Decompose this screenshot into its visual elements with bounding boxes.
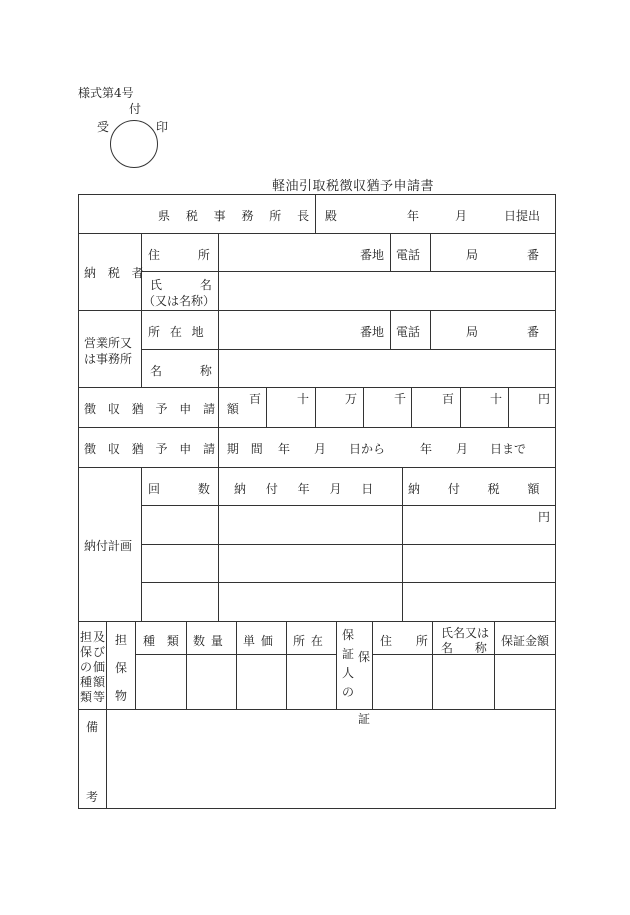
office-label-line2: は事務所 xyxy=(84,352,133,366)
collateral-col-guarantee-amount: 保証金額 xyxy=(501,634,550,648)
amount-unit-hundred: 百 xyxy=(442,392,455,406)
taxpayer-exchange: 局 xyxy=(466,248,479,262)
taxpayer-number: 番 xyxy=(527,248,540,262)
period-month-from: 月 xyxy=(314,442,327,456)
plan-label: 納付計画 xyxy=(84,539,133,553)
taxpayer-name-label: 氏 名 xyxy=(150,278,212,292)
amount-label: 徴 収 猶 予 申 請 額 xyxy=(84,402,243,416)
amount-unit-ten-thousand: 万 xyxy=(345,392,358,406)
plan-yen-unit: 円 xyxy=(538,510,551,524)
taxpayer-label: 納 税 者 xyxy=(84,266,148,280)
office-location-label: 所 在 地 xyxy=(148,325,204,339)
day-submitted-label: 日提出 xyxy=(504,209,541,223)
taxpayer-street-no: 番地 xyxy=(360,248,385,262)
collateral-col-unit-price: 単 価 xyxy=(243,634,273,648)
period-day-from: 日から xyxy=(349,442,386,456)
amount-unit-hundred-million: 百 xyxy=(249,392,262,406)
collateral-label-col2: 及び価額等 xyxy=(93,630,106,704)
period-month-until: 月 xyxy=(456,442,469,456)
amount-unit-yen: 円 xyxy=(538,392,551,406)
stamp-label-left: 受 xyxy=(97,120,110,134)
period-day-until: 日まで xyxy=(490,442,527,456)
office-phone-label: 電話 xyxy=(396,325,421,339)
collateral-guarantor-label: 保証人の xyxy=(342,628,355,699)
office-number: 番 xyxy=(527,325,540,339)
taxpayer-address-label: 住 所 xyxy=(148,248,210,262)
period-year-until: 年 xyxy=(420,442,433,456)
office-name-label: 名 称 xyxy=(150,364,212,378)
form-number: 様式第4号 xyxy=(78,86,134,100)
month-label: 月 xyxy=(455,209,468,223)
plan-col-amount: 納 付 税 額 xyxy=(408,482,540,496)
remarks-label-top: 備 xyxy=(86,720,99,734)
collateral-col-qty: 数 量 xyxy=(193,634,223,648)
period-label: 徴 収 猶 予 申 請 期 間 xyxy=(84,442,267,456)
amount-unit-ten-million: 十 xyxy=(297,392,310,406)
collateral-label-col1: 担保の種類 xyxy=(80,630,93,704)
period-year-from: 年 xyxy=(278,442,291,456)
stamp-label-right: 印 xyxy=(156,120,169,134)
office-exchange: 局 xyxy=(466,325,479,339)
office-street-no: 番地 xyxy=(360,325,385,339)
collateral-goods-label: 担保物 xyxy=(115,633,128,703)
plan-col-count: 回 数 xyxy=(148,482,210,496)
year-label: 年 xyxy=(407,209,420,223)
collateral-guarantee-label: 保証 xyxy=(358,650,371,726)
taxpayer-name-sublabel: （又は名称） xyxy=(143,294,216,308)
collateral-col-name-line1: 氏名又は xyxy=(441,626,490,640)
taxpayer-phone-label: 電話 xyxy=(396,248,421,262)
plan-col-date: 納 付 年 月 日 xyxy=(234,482,374,496)
form-title: 軽油引取税徴収猶予申請書 xyxy=(272,179,435,194)
collateral-col-location: 所 在 xyxy=(293,634,323,648)
collateral-col-kind: 種 類 xyxy=(143,634,179,648)
recipient-label: 県 税 事 務 所 長 殿 xyxy=(158,209,343,223)
collateral-col-name-line2: 名 称 xyxy=(441,641,487,655)
amount-unit-thousand: 千 xyxy=(394,392,407,406)
amount-unit-ten: 十 xyxy=(490,392,503,406)
office-label-line1: 営業所又 xyxy=(84,336,133,350)
stamp-label-top: 付 xyxy=(129,102,142,116)
collateral-col-address: 住 所 xyxy=(380,634,428,648)
remarks-label-bottom: 考 xyxy=(86,790,99,804)
